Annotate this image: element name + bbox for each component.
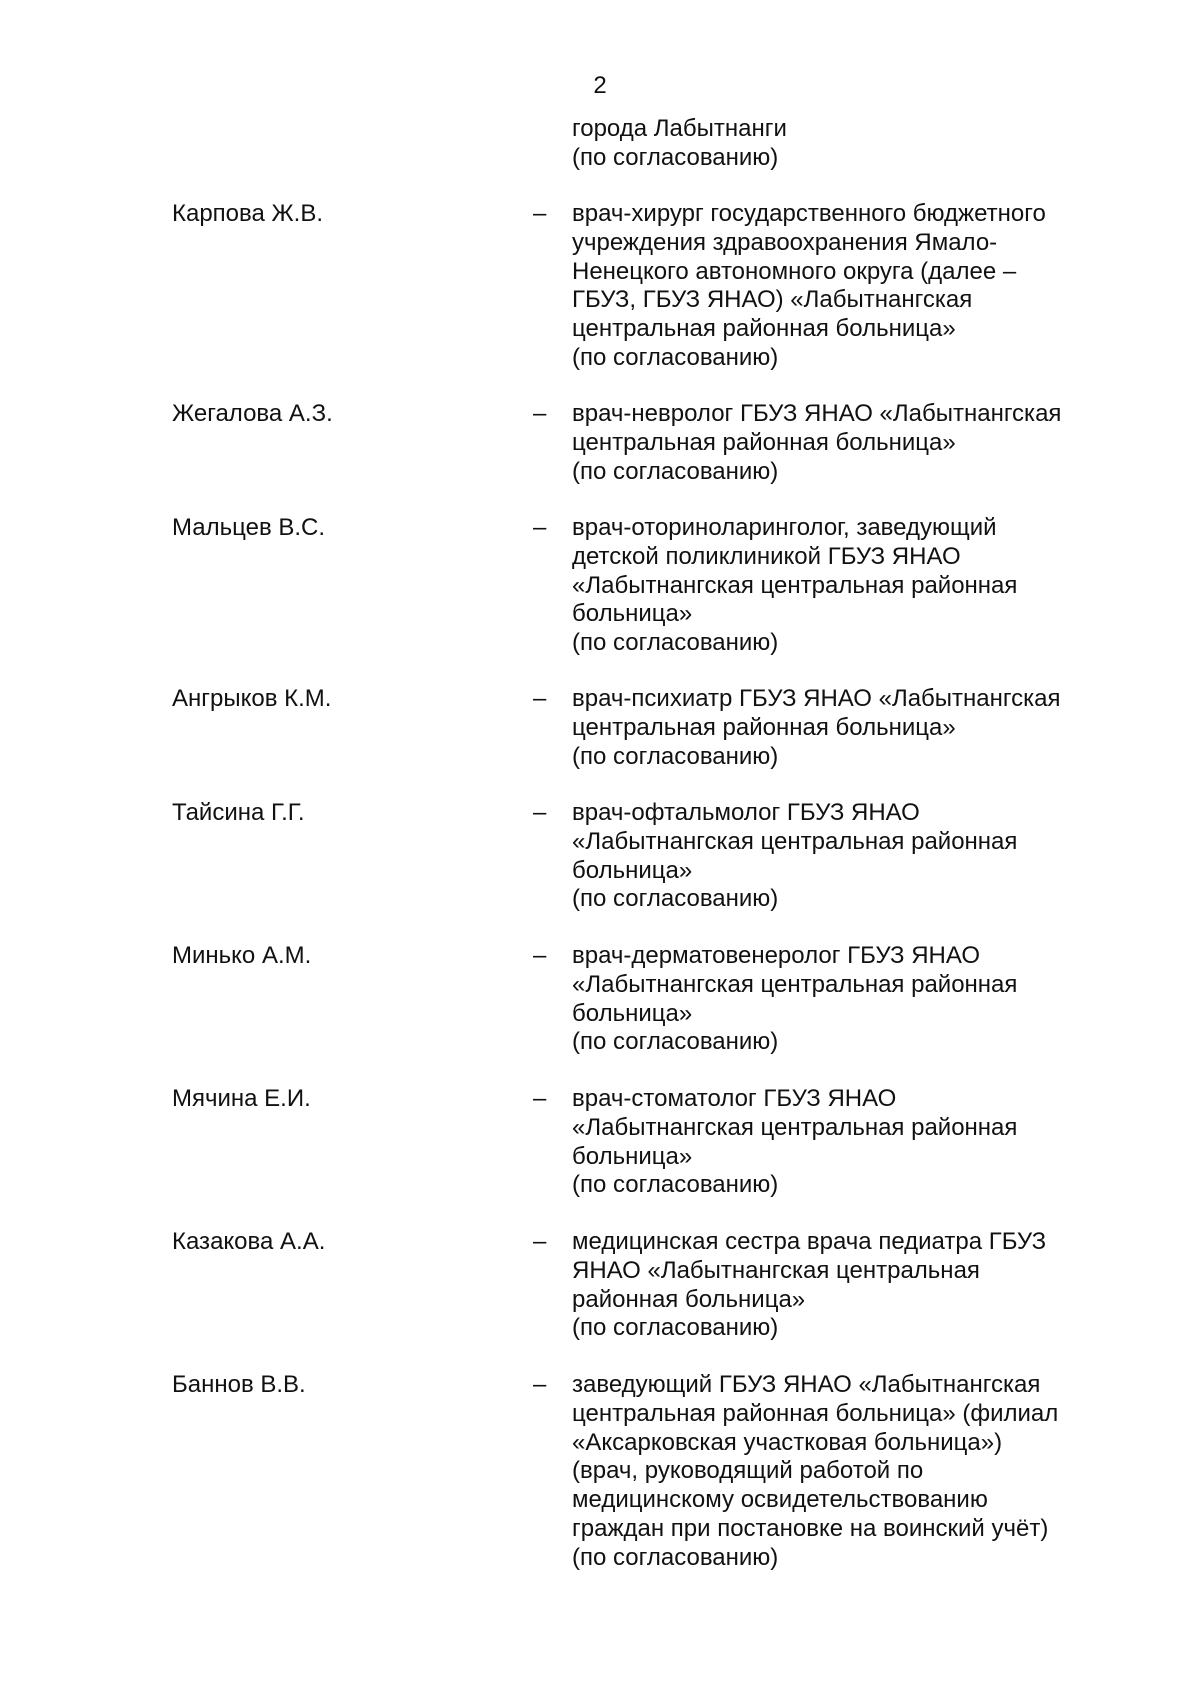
desc-line: (по согласованию)	[572, 1543, 779, 1571]
separator-dash: –	[533, 799, 547, 826]
desc-line: центральная районная больница»	[572, 315, 956, 343]
desc-line: (по согласованию)	[572, 1314, 779, 1342]
desc-line: «Аксарковская участковая больница»)	[572, 1428, 1003, 1456]
desc-line: врач-психиатр ГБУЗ ЯНАО «Лабытнангская	[572, 685, 1061, 712]
member-position	[572, 942, 1132, 1057]
member-name: Баннов В.В.	[172, 1371, 306, 1398]
separator-dash: –	[533, 200, 547, 227]
desc-line: детской поликлиникой ГБУЗ ЯНАО	[572, 542, 961, 570]
desc-line: (по согласованию)	[572, 629, 779, 657]
member-name: Ангрыков К.М.	[172, 685, 332, 712]
member-position	[572, 685, 1132, 771]
desc-line: центральная районная больница» (филиал	[572, 1399, 1059, 1427]
desc-line: районная больница»	[572, 1285, 806, 1313]
desc-line: заведующий ГБУЗ ЯНАО «Лабытнангская	[572, 1371, 1041, 1398]
desc-line: граждан при постановке на воинский учёт)	[572, 1514, 1049, 1542]
separator-dash: –	[533, 685, 547, 712]
desc-line: Ненецкого автономного округа (далее –	[572, 257, 1017, 285]
desc-line: (по согласованию)	[572, 1028, 779, 1056]
member-name: Карпова Ж.В.	[172, 200, 324, 227]
desc-line: города Лабытнанги	[572, 115, 787, 142]
desc-line: ГБУЗ, ГБУЗ ЯНАО) «Лабытнангская	[572, 286, 973, 314]
member-position	[572, 200, 1132, 373]
continuation-text	[572, 115, 1132, 173]
desc-line: медицинская сестра врача педиатра ГБУЗ	[572, 1228, 1047, 1255]
separator-dash: –	[533, 400, 547, 427]
desc-line: (по согласованию)	[572, 1171, 779, 1199]
desc-line: (по согласованию)	[572, 457, 779, 485]
desc-line: (по согласованию)	[572, 343, 779, 371]
separator-dash: –	[533, 1085, 547, 1112]
desc-line: больница»	[572, 856, 693, 884]
desc-line: ЯНАО «Лабытнангская центральная	[572, 1256, 980, 1284]
desc-line: больница»	[572, 999, 693, 1027]
member-name: Тайсина Г.Г.	[172, 799, 305, 826]
page-number: 2	[593, 72, 607, 99]
desc-line: врач-стоматолог ГБУЗ ЯНАО	[572, 1085, 897, 1112]
desc-line: «Лабытнангская центральная районная	[572, 970, 1018, 998]
member-name: Жегалова А.З.	[172, 400, 333, 427]
desc-line: врач-невролог ГБУЗ ЯНАО «Лабытнангская	[572, 400, 1062, 427]
desc-line: «Лабытнангская центральная районная	[572, 827, 1018, 855]
member-position	[572, 400, 1132, 486]
desc-line: (по согласованию)	[572, 885, 779, 913]
member-name: Казакова А.А.	[172, 1228, 326, 1255]
desc-line: центральная районная больница»	[572, 428, 956, 456]
desc-line: «Лабытнангская центральная районная	[572, 1113, 1018, 1141]
member-position	[572, 1228, 1132, 1343]
separator-dash: –	[533, 942, 547, 969]
desc-line: врач-оториноларинголог, заведующий	[572, 514, 997, 541]
desc-line: (по согласованию)	[572, 742, 779, 770]
desc-line: (по согласованию)	[572, 143, 779, 171]
desc-line: врач-хирург государственного бюджетного	[572, 200, 1046, 227]
desc-line: больница»	[572, 600, 693, 628]
desc-line: больница»	[572, 1142, 693, 1170]
member-position	[572, 1371, 1132, 1573]
member-name: Мячина Е.И.	[172, 1085, 311, 1112]
desc-line: врач-дерматовенеролог ГБУЗ ЯНАО	[572, 942, 981, 969]
member-position	[572, 1085, 1132, 1200]
desc-line: медицинскому освидетельствованию	[572, 1486, 988, 1514]
desc-line: (врач, руководящий работой по	[572, 1457, 924, 1485]
member-position	[572, 799, 1132, 914]
member-position	[572, 514, 1132, 658]
member-name: Минько А.М.	[172, 942, 312, 969]
desc-line: учреждения здравоохранения Ямало-	[572, 228, 998, 256]
member-name: Мальцев В.С.	[172, 514, 326, 541]
separator-dash: –	[533, 514, 547, 541]
desc-line: центральная районная больница»	[572, 713, 956, 741]
desc-line: врач-офтальмолог ГБУЗ ЯНАО	[572, 799, 920, 826]
separator-dash: –	[533, 1228, 547, 1255]
separator-dash: –	[533, 1371, 547, 1398]
desc-line: «Лабытнангская центральная районная	[572, 571, 1018, 599]
